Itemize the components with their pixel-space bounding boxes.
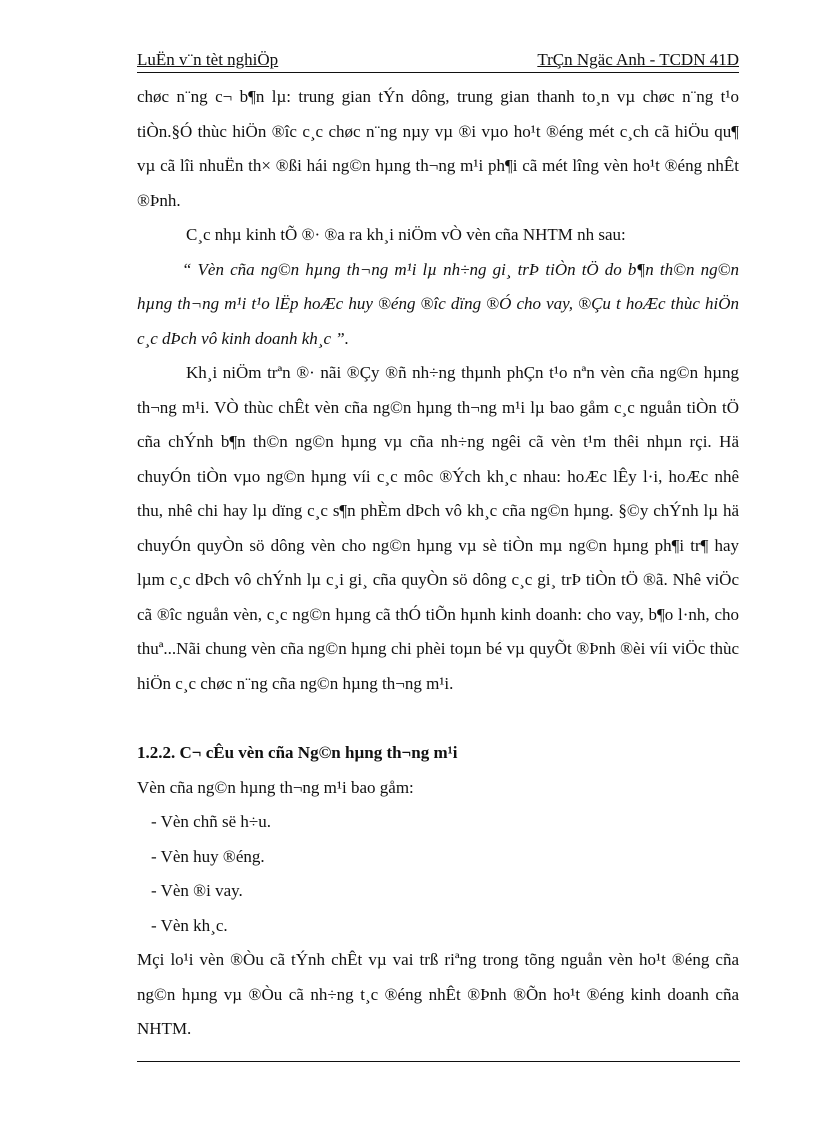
list-item: - Vèn chñ së h÷u. [151,812,271,831]
list-item: - Vèn ®i vay. [151,881,243,900]
section-closing: Mçi lo¹i vèn ®Òu cã tÝnh chÊt vµ vai trß riªng trong tõng nguån vèn ho¹t ®éng cña ng©n hµng vµ ®Òu cã nh÷ng t¸c ®éng nhÊt ®Þnh ®Õn ho¹t ®éng kinh doanh cña NHTM. [137,950,739,1038]
section-heading: 1.2.2. C¬ cÊu vèn cña Ng©n hµng th¬ng m¹i [137,743,458,762]
header-thesis-label: LuËn v¨n tèt nghiÖp [137,50,279,69]
footer-divider [137,1061,740,1062]
list-item: - Vèn huy ®éng. [151,846,265,866]
document-body [137,80,739,1047]
section-intro: Vèn cña ng©n hµng th¬ng m¹i bao gåm: [137,777,414,797]
header-author-label: TrÇn Ngäc Anh - TCDN 41D [537,50,739,69]
capital-types-list [137,805,739,943]
paragraph-definition-intro: C¸c nhµ kinh tÕ ®· ®a ra kh¸i niÖm vÒ vèn cña NHTM nh sau: [186,225,626,244]
paragraph-definition-quote: “ Vèn cña ng©n hµng th¬ng m¹i lµ nh÷ng gi¸ trÞ tiÒn tÖ do b¶n th©n ng©n hµng th¬ng m¹i t¹o lËp hoÆc huy ®éng ®îc dïng ®Ó cho vay, ®Çu t hoÆc thùc hiÖn c¸c dÞch vô kinh doanh kh¸c ”. [137,259,739,348]
list-item: - Vèn kh¸c. [151,915,228,935]
page-header [137,50,739,73]
paragraph-functions: chøc n¨ng c¬ b¶n lµ: trung gian tÝn dông, trung gian thanh to¸n vµ chøc n¨ng t¹o tiÒn.§Ó thùc hiÖn ®îc c¸c chøc n¨ng nµy vµ ®i vµo ho¹t ®éng mét c¸ch cã hiÖu qu¶ vµ cã lîi nhuËn th× ®ßi hái ng©n hµng th¬ng m¹i ph¶i cã mét lîng vèn ho¹t ®éng nhÊt ®Þnh. [137,87,739,210]
paragraph-capital-nature: Kh¸i niÖm trªn ®· nãi ®Çy ®ñ nh÷ng thµnh phÇn t¹o nªn vèn cña ng©n hµng th¬ng m¹i. VÒ thùc chÊt vèn cña ng©n hµng th¬ng m¹i lµ bao gåm c¸c nguån tiÒn tÖ cña chÝnh b¶n th©n ng©n hµng vµ cña nh÷ng ngêi cã vèn t¹m thêi nhµn rçi. Hä chuyÓn tiÒn vµo ng©n hµng víi c¸c môc ®Ých kh¸c nhau: hoÆc lÊy l·i, hoÆc nhê thu, nhê chi hay lµ dïng c¸c s¶n phÈm dÞch vô kh¸c cña ng©n hµng. §©y chÝnh lµ hä chuyÓn quyÒn sö dông vèn cho ng©n hµng vµ sè tiÒn mµ ng©n hµng ph¶i tr¶ hay lµm c¸c dÞch vô chÝnh lµ c¸i gi¸ cña quyÒn sö dông c¸c gi¸ trÞ tiÒn tÖ ®ã. Nhê viÖc cã ®îc nguån vèn, c¸c ng©n hµng cã thÓ tiÕn hµnh kinh doanh: cho vay, b¶o l·nh, cho thuª...Nãi chung vèn cña ng©n hµng chi phèi toµn bé vµ quyÕt ®Þnh ®èi víi viÖc thùc hiÖn c¸c chøc n¨ng cña ng©n hµng th¬ng m¹i. [137,363,739,693]
